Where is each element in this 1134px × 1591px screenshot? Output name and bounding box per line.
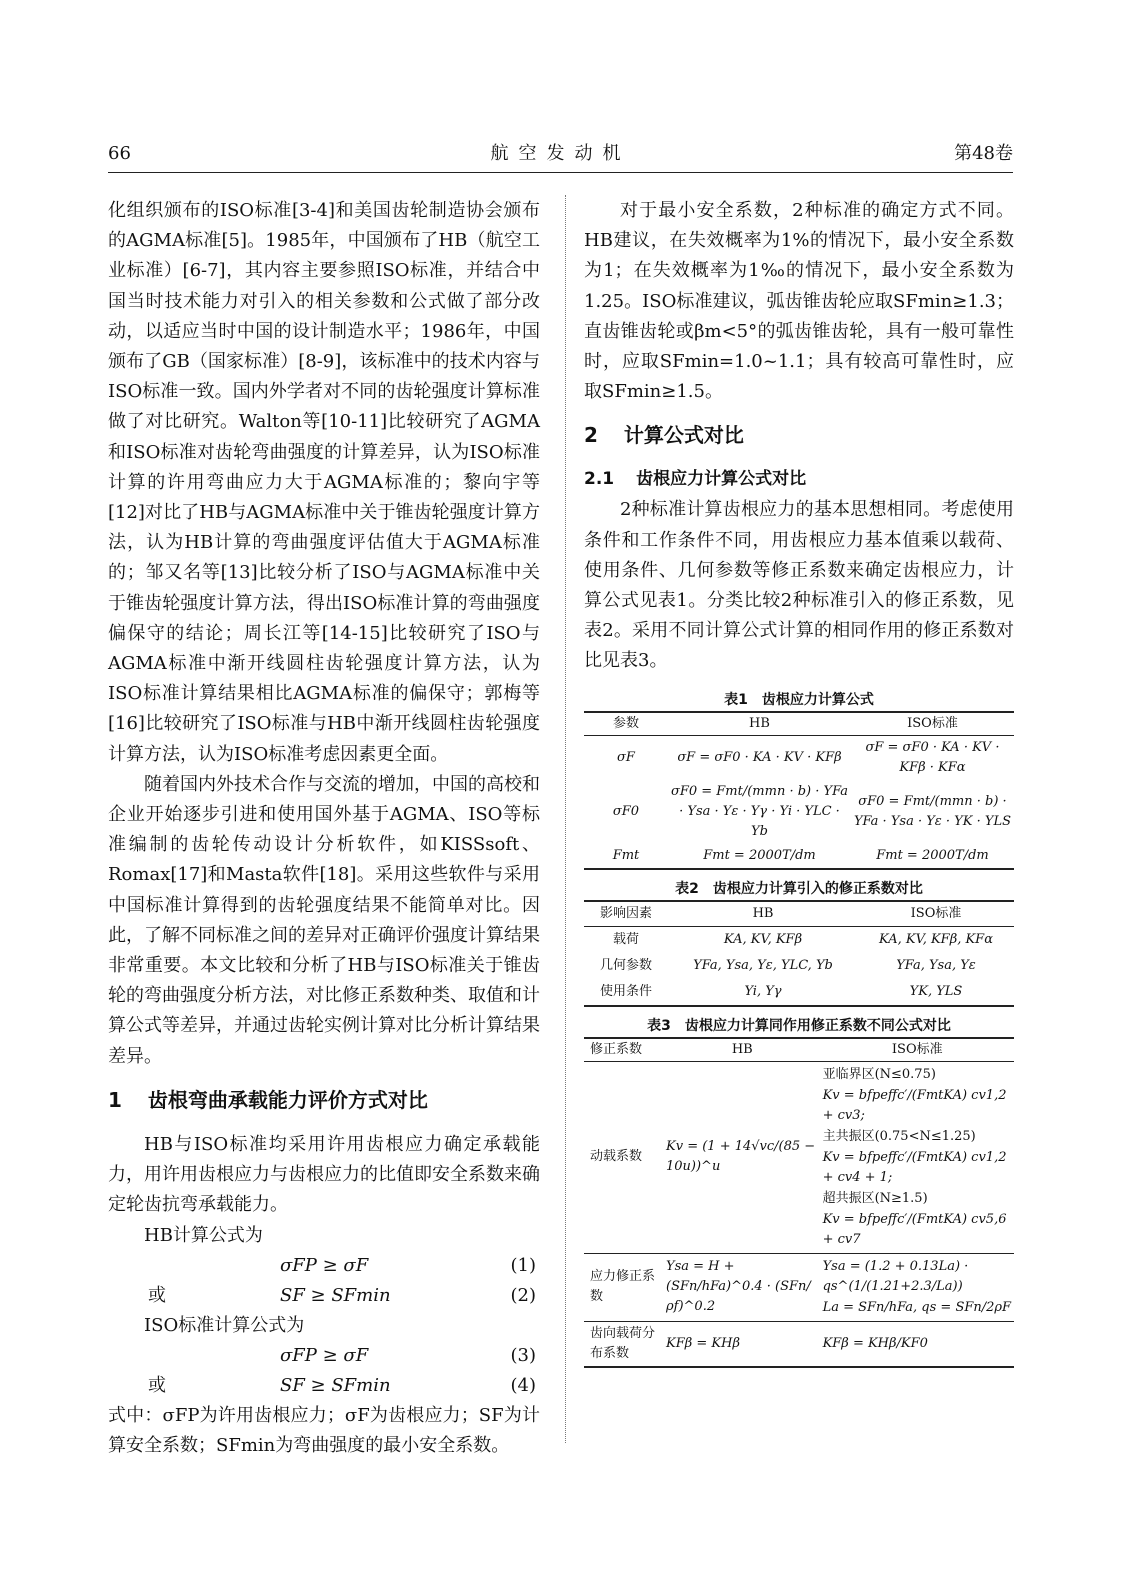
- table-row: [584, 780, 1014, 844]
- table-header: HB: [749, 715, 770, 731]
- table-cell: 齿向载荷分布系数: [590, 1325, 656, 1361]
- table-header: ISO标准: [907, 715, 958, 731]
- or-label: 或: [148, 1284, 166, 1306]
- table-2: [584, 878, 1014, 1007]
- equation-3: [108, 1341, 540, 1371]
- table-cell: YK, YLS: [909, 983, 963, 999]
- table-cell: 使用条件: [599, 983, 652, 999]
- paragraph: 2种标准计算齿根应力的基本思想相同。考虑使用条件和工作条件不同，用齿根应力基本值乘以载荷、使用条件、几何参数等修正系数来确定齿根应力，计算公式见表1。分类比较2种标准引入的修正系数，见表2。采用不同计算公式计算的相同作用的修正系数对比见表3。: [584, 499, 1014, 672]
- formula-intro: ISO标准计算公式为: [144, 1314, 305, 1336]
- table-caption: 表1 齿根应力计算公式: [724, 691, 874, 708]
- table-cell: YFa, Ysa, Yε: [896, 957, 976, 973]
- table-cell: 动载系数: [590, 1149, 643, 1165]
- table-cell: YFa, Ysa, Yε, YLC, Yb: [693, 957, 833, 973]
- column-divider: [565, 195, 566, 1443]
- iso-line: KFβ = KHβ/KF0: [822, 1335, 928, 1351]
- iso-line: 主共振区(0.75<N≤1.25): [822, 1128, 976, 1144]
- table-header: 影响因素: [599, 905, 652, 921]
- paragraph: 随着国内外技术合作与交流的增加，中国的高校和企业开始逐步引进和使用国外基于AGMA、ISO等标准编制的齿轮传动设计分析软件，如KISSsoft、Romax[17]和Masta软件[18]。采用这些软件与采用中国标准计算得到的齿轮强度结果不能简单对比。因此，了解不同标准之间的差异对正确评价强度计算结果非常重要。本文比较和分析了HB与ISO标准关于锥齿轮的弯曲强度分析方法，对比修正系数种类、取值和计算公式等差异，并通过齿轮实例计算对比分析计算结果差异。: [108, 773, 540, 1067]
- paragraph: 化组织颁布的ISO标准[3-4]和美国齿轮制造协会颁布的AGMA标准[5]。1985年，中国颁布了HB（航空工业标准）[6-7]，其内容主要参照ISO标准，并结合中国当时技术能力对引入的相关参数和公式做了部分改动，以适应当时中国的设计制造水平；1986年，中国颁布了GB（国家标准）[8-9]，该标准中的技术内容与ISO标准一致。国内外学者对不同的齿轮强度计算标准做了对比研究。Walton等[10-11]比较研究了AGMA和ISO标准对齿轮弯曲强度的计算差异，认为ISO标准计算的许用弯曲应力大于AGMA标准的；黎向宇等[12]对比了HB与AGMA标准中关于锥齿轮强度计算方法，认为HB计算的弯曲强度评估值大于AGMA标准的；邹又名等[13]比较分析了ISO与AGMA标准中关于锥齿轮强度计算方法，得出ISO标准计算的弯曲强度偏保守的结论；周长江等[14-15]比较研究了ISO与AGMA标准中渐开线圆柱齿轮强度计算方法，认为ISO标准计算结果相比AGMA标准的偏保守；郭梅等[16]比较研究了ISO标准与HB中渐开线圆柱齿轮强度计算方法，认为ISO标准考虑因素更全面。: [108, 200, 540, 765]
- equation-expr: SF ≥ SFmin: [280, 1284, 391, 1306]
- table-header: ISO标准: [910, 905, 962, 921]
- page-number: 66: [108, 143, 131, 164]
- iso-line: Kv = bfpeffc′/(FmtKA) cv5,6 + cv7: [822, 1211, 1007, 1247]
- subsection-number: 2.1: [584, 469, 615, 490]
- section-number: 1: [108, 1087, 122, 1112]
- equation-1: [108, 1251, 540, 1281]
- table: [584, 1037, 1014, 1368]
- equation-number: (3): [510, 1344, 536, 1366]
- section-heading: [108, 1086, 540, 1114]
- subsection-heading: [584, 465, 1014, 493]
- table-header: 参数: [612, 715, 639, 731]
- section-heading: [584, 421, 1014, 449]
- table-caption: 表3 齿根应力计算同作用修正系数不同公式对比: [647, 1017, 951, 1034]
- equation-2: [108, 1281, 540, 1311]
- running-header: [108, 142, 1013, 166]
- table-1: [584, 689, 1014, 870]
- iso-line: 亚临界区(N≤0.75): [822, 1066, 936, 1082]
- equation-expr: SF ≥ SFmin: [280, 1374, 391, 1396]
- iso-line: Ysa = (1.2 + 0.13La) · qs^(1/(1.21+2.3/La)): [822, 1258, 969, 1294]
- table-cell: σF = σF0 · KA · KV · KFβ: [677, 749, 842, 765]
- table-cell: KA, KV, KFβ: [723, 931, 803, 947]
- equation-4: [108, 1371, 540, 1401]
- table-row: [584, 926, 1014, 953]
- table-row: [584, 1321, 1014, 1367]
- iso-line: Kv = bfpeffc′/(FmtKA) cv1,2 + cv4 + 1;: [822, 1149, 1007, 1185]
- table-cell: Ysa = H + (SFn/hFa)^0.4 · (SFn/ρf)^0.2: [666, 1259, 811, 1315]
- table-cell: σF: [617, 749, 635, 765]
- table-cell: KFβ = KHβ: [666, 1335, 740, 1351]
- table-3: [584, 1015, 1014, 1368]
- table-cell: KA, KV, KFβ, KFα: [879, 931, 993, 947]
- table-cell: 几何参数: [599, 957, 652, 973]
- table: [584, 711, 1014, 870]
- section-title: 计算公式对比: [623, 423, 744, 448]
- iso-line: 超共振区(N≥1.5): [822, 1190, 928, 1206]
- table-cell: Fmt = 2000T/dm: [703, 847, 816, 863]
- table-cell: σF = σF0 · KA · KV · KFβ · KFα: [865, 739, 1000, 775]
- table-cell: Kv = (1 + 14√vc/(85 − 10u))^u: [666, 1139, 816, 1175]
- table-header: HB: [731, 1041, 753, 1057]
- table-header: HB: [752, 905, 774, 921]
- table-cell: Fmt: [612, 847, 640, 863]
- table-row: [584, 735, 1014, 780]
- equation-number: (1): [510, 1254, 536, 1276]
- equation-number: (4): [510, 1374, 536, 1396]
- left-column: [108, 196, 540, 1461]
- table-header: 修正系数: [590, 1041, 643, 1057]
- right-column: [584, 196, 1014, 1368]
- iso-line: Kv = bfpeffc′/(FmtKA) cv1,2 + cv3;: [822, 1087, 1007, 1123]
- table-cell: 应力修正系数: [590, 1269, 656, 1305]
- table-row: [584, 979, 1014, 1006]
- header-rule: [108, 172, 1013, 173]
- subsection-title: 齿根应力计算公式对比: [636, 469, 807, 490]
- table-cell: 载荷: [612, 931, 639, 947]
- paragraph: HB与ISO标准均采用许用齿根应力确定承载能力，用许用齿根应力与齿根应力的比值即安全系数来确定轮齿抗弯承载能力。: [108, 1133, 540, 1216]
- section-title: 齿根弯曲承载能力评价方式对比: [147, 1087, 428, 1112]
- paragraph: 对于最小安全系数，2种标准的确定方式不同。HB建议，在失效概率为1%的情况下，最小安全系数为1；在失效概率为1‰的情况下，最小安全系数为1.25。ISO标准建议，弧齿锥齿轮应取SFmin≥1.3；直齿锥齿轮或βm<5°的弧齿锥齿轮，具有一般可靠性时，应取SFmin=1.0~1.1；具有较高可靠性时，应取SFmin≥1.5。: [584, 200, 1014, 403]
- journal-title: 航空发动机: [490, 143, 631, 164]
- section-number: 2: [584, 423, 598, 448]
- table: [584, 900, 1014, 1007]
- table-row: [584, 953, 1014, 979]
- table-row: [584, 1253, 1014, 1321]
- equation-expr: σFP ≥ σF: [280, 1254, 369, 1276]
- table-cell: σF0 = Fmt/(mmn · b) · YFa · Ysa · Yε · Yγ · Yi · YLC · Yb: [670, 783, 848, 839]
- paragraph: 式中：σFP为许用齿根应力；σF为齿根应力；SF为计算安全系数；SFmin为弯曲强度的最小安全系数。: [108, 1404, 540, 1457]
- table-cell: [821, 1061, 1014, 1253]
- table-header: ISO标准: [891, 1041, 943, 1057]
- iso-line: La = SFn/hFa, qs = SFn/2ρF: [822, 1299, 1012, 1315]
- formula-intro: HB计算公式为: [144, 1224, 263, 1246]
- equation-number: (2): [510, 1284, 536, 1306]
- table-cell: σF0 = Fmt/(mmn · b) · YFa · Ysa · Yε · YK · YLS: [853, 793, 1011, 829]
- table-cell: σF0: [612, 803, 640, 819]
- equation-expr: σFP ≥ σF: [280, 1344, 369, 1366]
- volume-label: 第48卷: [954, 143, 1013, 164]
- table-cell: [821, 1321, 1014, 1367]
- or-label: 或: [148, 1374, 166, 1396]
- table-cell: [821, 1253, 1014, 1321]
- table-cell: Fmt = 2000T/dm: [876, 847, 989, 863]
- table-caption: 表2 齿根应力计算引入的修正系数对比: [675, 880, 923, 897]
- table-row: [584, 1061, 1014, 1253]
- table-row: [584, 844, 1014, 869]
- table-cell: Yi, Yγ: [744, 983, 782, 999]
